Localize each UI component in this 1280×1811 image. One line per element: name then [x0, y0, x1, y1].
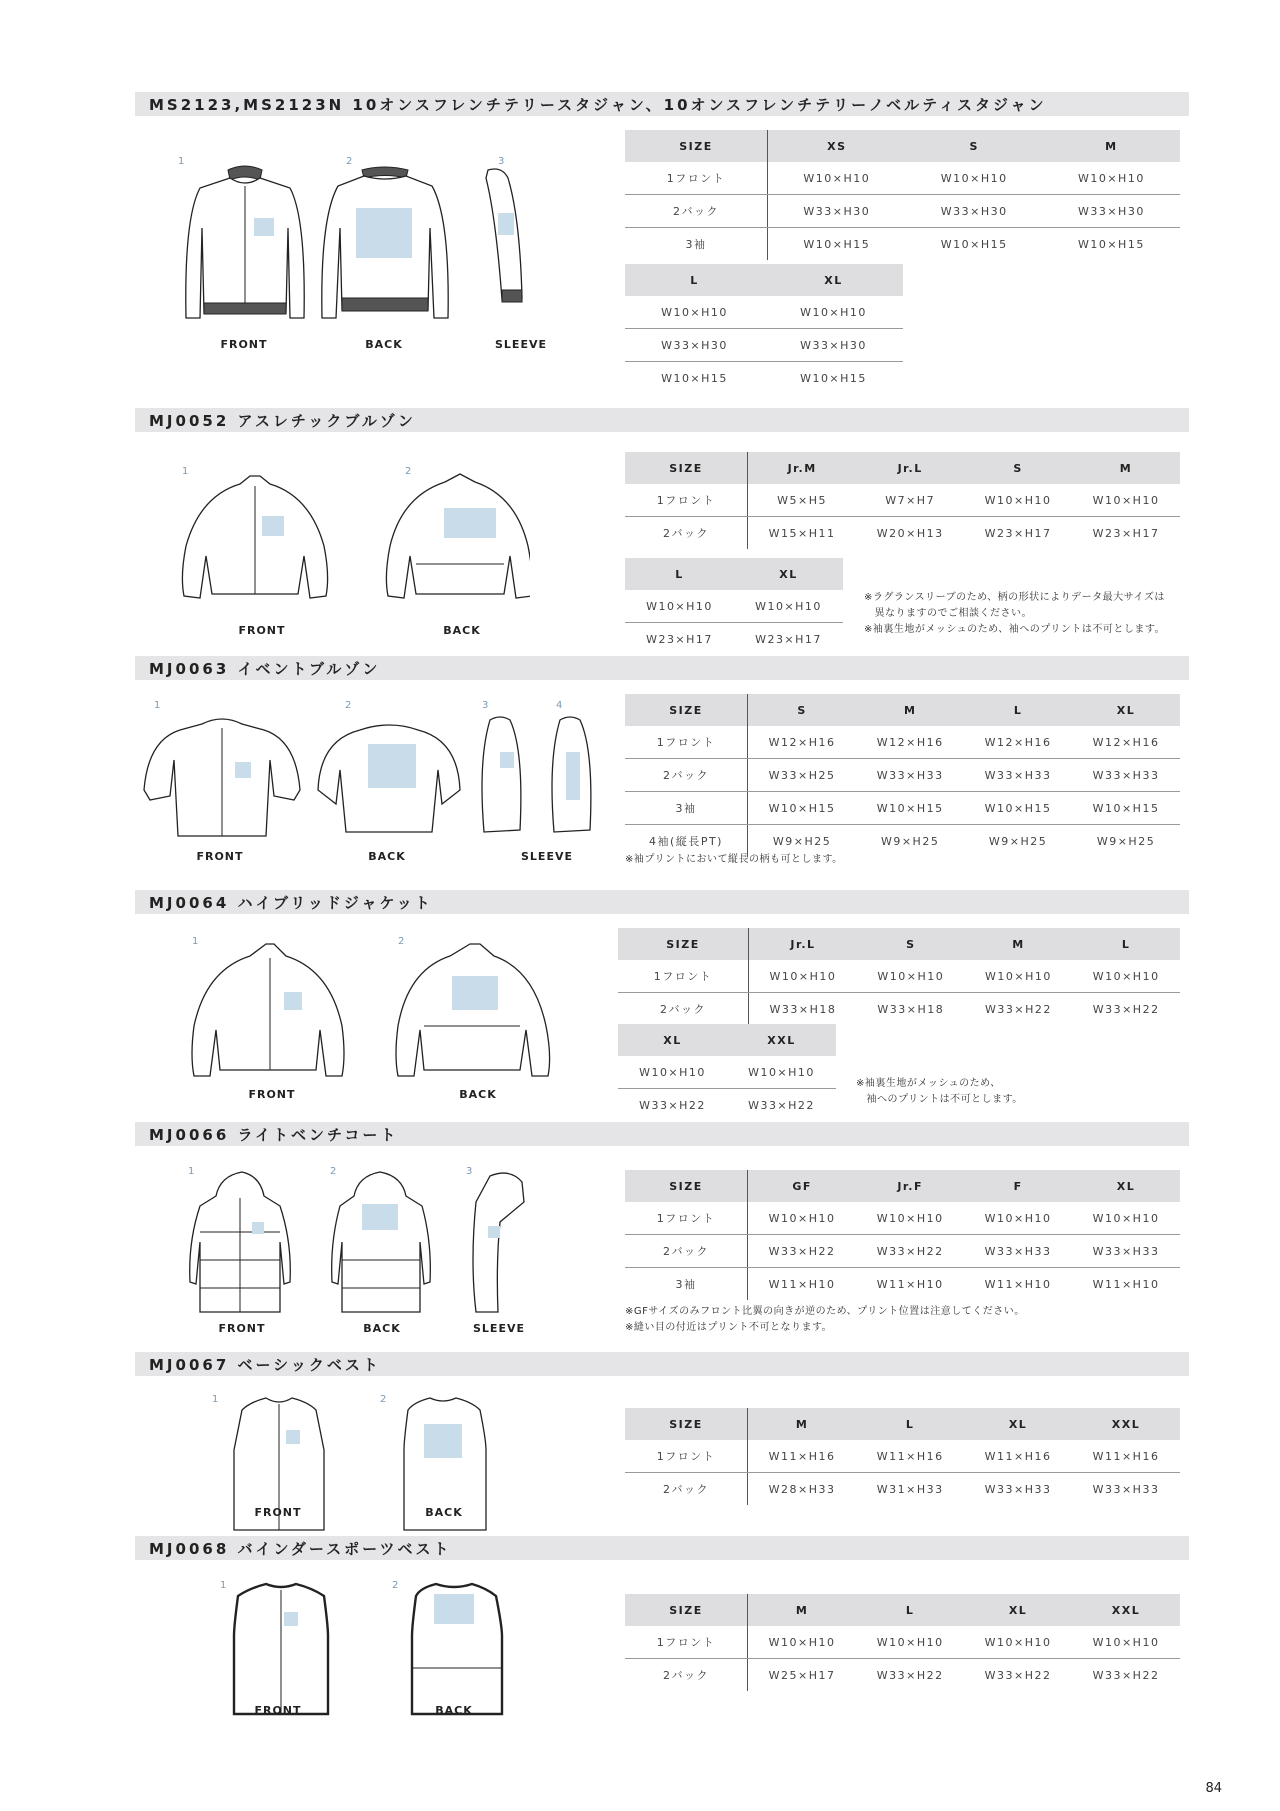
jacket-drawings: [180, 936, 560, 1086]
section-header: [135, 890, 1189, 914]
table-row: 2バック W28×H33 W31×H33 W33×H33 W33×H33: [625, 1473, 1180, 1506]
table-row: 2バック W15×H11 W20×H13 W23×H17 W23×H17: [625, 517, 1180, 550]
size-table: [625, 1594, 1180, 1691]
column-header: L: [856, 1594, 964, 1626]
table-row: 2バック W25×H17 W33×H22 W33×H22 W33×H22: [625, 1659, 1180, 1692]
section-title: MJ0068 バインダースポーツベスト: [149, 1540, 452, 1558]
section-title: MJ0064 ハイブリッドジャケット: [149, 894, 433, 912]
section-title: MJ0052 アスレチックブルゾン: [149, 412, 416, 430]
back-view-drawing: [332, 1172, 431, 1312]
view-number: 2: [346, 156, 353, 167]
view-number: 3: [466, 1166, 473, 1177]
view-label: FRONT: [254, 1704, 302, 1717]
view-number: 2: [405, 466, 412, 477]
column-header: Jr.L: [749, 928, 857, 960]
column-header: XL: [734, 558, 843, 590]
section-title: MJ0063 イベントブルゾン: [149, 660, 381, 678]
view-number: 2: [330, 1166, 337, 1177]
section-title: MS2123,MS2123N 10オンスフレンチテリースタジャン、10オンスフレンチテリーノベルティスタジャン: [149, 96, 1047, 114]
column-header: SIZE: [625, 1594, 748, 1626]
garment-illustrations: [140, 696, 610, 876]
table-row: 4袖(縦長PT) W9×H25 W9×H25 W9×H25 W9×H25: [625, 825, 1180, 858]
view-label: FRONT: [248, 1088, 296, 1101]
view-number: 1: [178, 156, 185, 167]
front-view-drawing: [144, 719, 300, 836]
view-label: BACK: [368, 850, 406, 863]
column-header: SIZE: [625, 1408, 748, 1440]
section-title: MJ0066 ライトベンチコート: [149, 1126, 399, 1144]
table-row: W10×H10 W10×H10: [625, 590, 843, 623]
garment-illustrations: [180, 1162, 560, 1342]
front-view-drawing: [186, 166, 304, 318]
view-label: SLEEVE: [495, 338, 547, 351]
column-header: L: [856, 1408, 964, 1440]
note: ※GFサイズのみフロント比翼の向きが逆のため、プリント位置は注意してください。 ※縫い目の付近はプリント不可となります。: [625, 1306, 1025, 1333]
size-table: [625, 694, 1180, 857]
column-header: XXL: [727, 1024, 836, 1056]
view-label: BACK: [435, 1704, 473, 1717]
view-number: 1: [154, 700, 161, 711]
column-header: SIZE: [625, 452, 748, 484]
column-header: L: [625, 264, 764, 296]
column-header: Jr.L: [856, 452, 964, 484]
column-header: M: [856, 694, 964, 726]
column-header: SIZE: [625, 130, 768, 162]
garment-illustrations: [210, 1576, 510, 1756]
section-header: [135, 1122, 1189, 1146]
section-header: [135, 1352, 1189, 1376]
column-header: GF: [748, 1170, 857, 1202]
view-label: BACK: [459, 1088, 497, 1101]
column-header: Jr.M: [748, 452, 857, 484]
table-row: 2バック W33×H22 W33×H22 W33×H33 W33×H33: [625, 1235, 1180, 1268]
page-number: 84: [1205, 1781, 1222, 1796]
back-view-drawing: [412, 1584, 502, 1714]
size-table: [625, 1170, 1180, 1300]
column-header: XL: [964, 1594, 1072, 1626]
table-row: 1フロント W10×H10 W10×H10 W10×H10 W10×H10: [625, 1202, 1180, 1235]
view-number: 2: [345, 700, 352, 711]
garment-illustrations: [170, 150, 590, 360]
back-view-drawing: [396, 944, 550, 1076]
table-row: W33×H22 W33×H22: [639, 1098, 815, 1112]
column-header: XL: [764, 264, 903, 296]
column-header: S: [748, 694, 857, 726]
size-table: [625, 452, 1180, 549]
view-number: 1: [220, 1580, 227, 1591]
view-label: SLEEVE: [473, 1322, 525, 1335]
jacket-drawings: [140, 700, 610, 850]
section-title: MJ0067 ベーシックベスト: [149, 1356, 381, 1374]
view-label: BACK: [365, 338, 403, 351]
view-label: FRONT: [196, 850, 244, 863]
view-label: FRONT: [238, 624, 286, 637]
view-label: FRONT: [218, 1322, 266, 1335]
column-header: XS: [768, 130, 906, 162]
size-table: [625, 130, 1180, 260]
jacket-drawings: [170, 466, 530, 616]
table-row: 2バック W33×H25 W33×H33 W33×H33 W33×H33: [625, 759, 1180, 792]
column-header: S: [964, 452, 1072, 484]
table-row: 1フロント W10×H10 W10×H10 W10×H10 W10×H10: [625, 1626, 1180, 1659]
table-row: 3袖 W10×H15 W10×H15 W10×H15 W10×H15: [625, 792, 1180, 825]
sleeve-view-drawing: [486, 169, 522, 302]
view-number: 3: [482, 700, 489, 711]
size-table: [625, 1408, 1180, 1505]
table-row: 3袖 W11×H10 W11×H10 W11×H10 W11×H10: [625, 1268, 1180, 1301]
back-view-drawing: [322, 167, 448, 318]
table-row: 1フロント W10×H10 W10×H10 W10×H10: [625, 162, 1180, 195]
view-label: SLEEVE: [521, 850, 573, 863]
note: ※袖裏生地がメッシュのため、 袖へのプリントは不可とします。: [856, 1078, 1023, 1105]
front-view-drawing: [190, 1172, 291, 1312]
view-number: 1: [192, 936, 199, 947]
back-view-drawing: [386, 474, 530, 598]
view-label: BACK: [443, 624, 481, 637]
size-table-continued: [625, 264, 903, 394]
view-number: 1: [212, 1394, 219, 1405]
column-header: XL: [1072, 694, 1180, 726]
table-row: 2バック W33×H18 W33×H18 W33×H22 W33×H22: [618, 993, 1180, 1026]
column-header: SIZE: [618, 928, 749, 960]
back-view-drawing: [318, 725, 460, 832]
column-header: S: [857, 928, 965, 960]
table-row: 2バック W33×H30 W33×H30 W33×H30: [625, 195, 1180, 228]
coat-drawings: [180, 1162, 560, 1322]
front-view-drawing: [234, 1584, 328, 1714]
view-label: BACK: [425, 1506, 463, 1519]
garment-illustrations: [180, 932, 560, 1112]
column-header: XXL: [1072, 1594, 1180, 1626]
section-header: [135, 92, 1189, 116]
table-row: W10×H10 W10×H10: [618, 1056, 836, 1089]
column-header: L: [625, 558, 734, 590]
garment-illustrations: [170, 462, 530, 642]
column-header: XL: [1072, 1170, 1180, 1202]
view-number: 3: [498, 156, 505, 167]
table-row: W33×H30 W33×H30: [625, 329, 903, 362]
column-header: XL: [964, 1408, 1072, 1440]
size-table: [618, 928, 1180, 1025]
column-header: M: [965, 928, 1073, 960]
table-row: W10×H10 W10×H10: [625, 296, 903, 329]
column-header: SIZE: [625, 694, 748, 726]
view-label: FRONT: [254, 1506, 302, 1519]
section-header: [135, 1536, 1189, 1560]
section-header: [135, 408, 1189, 432]
view-label: BACK: [363, 1322, 401, 1335]
column-header: F: [964, 1170, 1072, 1202]
column-header: Jr.F: [856, 1170, 964, 1202]
note: ※袖プリントにおいて縦長の柄も可とします。: [625, 854, 843, 865]
table-row: 1フロント W12×H16 W12×H16 W12×H16 W12×H16: [625, 726, 1180, 759]
table-row: W23×H17 W23×H17: [646, 632, 822, 646]
column-header: M: [748, 1408, 857, 1440]
jacket-drawings: [170, 158, 590, 343]
view-number: 4: [556, 700, 563, 711]
view-number: 1: [188, 1166, 195, 1177]
column-header: M: [1043, 130, 1180, 162]
table-row: 1フロント W11×H16 W11×H16 W11×H16 W11×H16: [625, 1440, 1180, 1473]
view-label: FRONT: [220, 338, 268, 351]
size-table-continued: [625, 558, 843, 655]
column-header: L: [964, 694, 1072, 726]
column-header: XXL: [1072, 1408, 1180, 1440]
table-row: 1フロント W10×H10 W10×H10 W10×H10 W10×H10: [618, 960, 1180, 993]
view-number: 2: [392, 1580, 399, 1591]
column-header: L: [1072, 928, 1180, 960]
table-row: 3袖 W10×H15 W10×H15 W10×H15: [625, 228, 1180, 261]
column-header: M: [748, 1594, 857, 1626]
front-view-drawing: [192, 944, 344, 1076]
column-header: XL: [618, 1024, 727, 1056]
sleeve-view-drawing: [482, 717, 521, 832]
view-number: 1: [182, 466, 189, 477]
column-header: S: [906, 130, 1043, 162]
size-table-continued: [618, 1024, 836, 1121]
table-row: W10×H15 W10×H15: [661, 371, 867, 385]
table-row: 1フロント W5×H5 W7×H7 W10×H10 W10×H10: [625, 484, 1180, 517]
sleeve-long-view-drawing: [552, 717, 591, 832]
column-header: M: [1072, 452, 1180, 484]
note: ※ラグランスリーブのため、柄の形状によりデータ最大サイズは 異なりますのでご相談ください。 ※袖裏生地がメッシュのため、袖へのプリントは不可とします。: [864, 592, 1166, 635]
view-number: 2: [398, 936, 405, 947]
section-header: [135, 656, 1189, 680]
column-header: SIZE: [625, 1170, 748, 1202]
front-view-drawing: [182, 476, 327, 598]
view-number: 2: [380, 1394, 387, 1405]
sleeve-view-drawing: [473, 1173, 524, 1312]
